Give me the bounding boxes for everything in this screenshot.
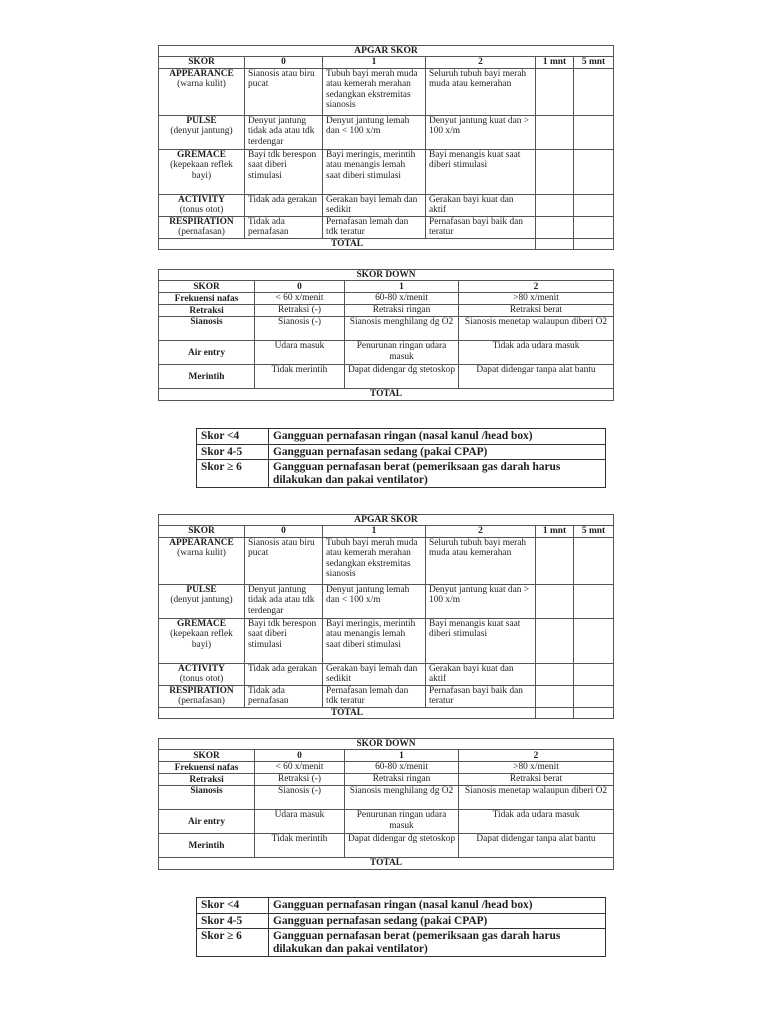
table-row bbox=[159, 341, 614, 365]
score-1mnt-cell bbox=[536, 663, 574, 685]
criterion-name: Retraksi bbox=[159, 305, 255, 317]
table-row bbox=[159, 115, 614, 149]
down-title: SKOR DOWN bbox=[159, 270, 614, 281]
criterion-sub: (warna kulit) bbox=[177, 548, 226, 559]
table-row bbox=[159, 810, 614, 834]
down-score-table-bottom bbox=[158, 738, 614, 870]
legend-description: Gangguan pernafasan sedang (pakai CPAP) bbox=[269, 444, 606, 460]
apgar-table-top bbox=[158, 45, 614, 250]
score-1mnt-cell bbox=[536, 584, 574, 618]
criterion-name: PULSE bbox=[186, 115, 217, 126]
criterion-name: RESPIRATION bbox=[169, 685, 234, 696]
criterion-sub: (denyut jantung) bbox=[170, 595, 233, 606]
score-0-cell: Denyut jantung tidak ada atau tdk terdengar bbox=[245, 584, 323, 618]
legend-description: Gangguan pernafasan ringan (nasal kanul /head box) bbox=[269, 898, 606, 914]
score-2-cell: Seluruh tubuh bayi merah muda atau kemerahan bbox=[426, 537, 536, 584]
score-2-cell: Denyut jantung kuat dan > 100 x/m bbox=[426, 584, 536, 618]
score-1mnt-cell bbox=[536, 216, 574, 238]
table-row bbox=[159, 584, 614, 618]
table-row bbox=[159, 317, 614, 341]
score-0-cell: Tidak merintih bbox=[255, 834, 345, 858]
table-row bbox=[159, 786, 614, 810]
apgar-title: APGAR SKOR bbox=[159, 515, 614, 526]
score-1-cell: Penurunan ringan udara masuk bbox=[345, 341, 459, 365]
score-0-cell: < 60 x/menit bbox=[255, 293, 345, 305]
criterion-name: APPEARANCE bbox=[169, 68, 234, 79]
score-2-cell: Bayi menangis kuat saat diberi stimulasi bbox=[426, 618, 536, 663]
score-2-cell: Tidak ada udara masuk bbox=[459, 810, 614, 834]
down-header-skor: SKOR bbox=[159, 750, 255, 762]
score-0-cell: Sianosis atau biru pucat bbox=[245, 68, 323, 115]
apgar-header-5mnt: 5 mnt bbox=[574, 57, 614, 68]
score-1-cell: Sianosis menghilang dg O2 bbox=[345, 786, 459, 810]
criterion-name: Frekuensi nafas bbox=[159, 762, 255, 774]
score-0-cell: < 60 x/menit bbox=[255, 762, 345, 774]
table-row bbox=[159, 685, 614, 707]
score-2-cell: Sianosis menetap walaupun diberi O2 bbox=[459, 786, 614, 810]
score-0-cell: Denyut jantung tidak ada atau tdk terdengar bbox=[245, 115, 323, 149]
score-0-cell: Udara masuk bbox=[255, 341, 345, 365]
score-1-cell: Tubuh bayi merah muda atau kemerah merahan sedangkan ekstremitas sianosis bbox=[323, 68, 426, 115]
legend-score: Skor 4-5 bbox=[197, 444, 269, 460]
criterion-sub: (tonus otot) bbox=[179, 205, 224, 216]
table-row bbox=[159, 834, 614, 858]
score-5mnt-cell bbox=[574, 115, 614, 149]
table-row bbox=[159, 216, 614, 238]
score-2-cell: Gerakan bayi kuat dan aktif bbox=[426, 194, 536, 216]
table-row bbox=[159, 149, 614, 194]
score-1-cell: Pernafasan lemah dan tdk teratur bbox=[323, 216, 426, 238]
score-2-cell: Denyut jantung kuat dan > 100 x/m bbox=[426, 115, 536, 149]
apgar-header-1: 1 bbox=[323, 526, 426, 537]
criterion-sub: (denyut jantung) bbox=[170, 126, 233, 137]
down-score-table-top bbox=[158, 269, 614, 401]
score-5mnt-cell bbox=[574, 68, 614, 115]
criterion-name: ACTIVITY bbox=[178, 663, 225, 674]
table-row bbox=[159, 774, 614, 786]
criterion-name: APPEARANCE bbox=[169, 537, 234, 548]
criterion-name: Merintih bbox=[159, 365, 255, 389]
score-2-cell: Gerakan bayi kuat dan aktif bbox=[426, 663, 536, 685]
score-1-cell: Sianosis menghilang dg O2 bbox=[345, 317, 459, 341]
score-1mnt-cell bbox=[536, 618, 574, 663]
score-1mnt-cell bbox=[536, 685, 574, 707]
score-0-cell: Tidak ada pernafasan bbox=[245, 216, 323, 238]
table-row bbox=[159, 293, 614, 305]
criterion-sub: (kepekaan reflek bayi) bbox=[170, 160, 233, 181]
score-1-cell: Dapat didengar dg stetoskop bbox=[345, 365, 459, 389]
criterion-name: Retraksi bbox=[159, 774, 255, 786]
score-5mnt-cell bbox=[574, 584, 614, 618]
criterion-sub: (warna kulit) bbox=[177, 79, 226, 90]
score-0-cell: Retraksi (-) bbox=[255, 305, 345, 317]
score-1mnt-cell bbox=[536, 68, 574, 115]
legend-row bbox=[197, 460, 606, 488]
criterion-name: Sianosis bbox=[159, 786, 255, 810]
legend-table-top bbox=[196, 428, 606, 488]
score-1mnt-cell bbox=[536, 194, 574, 216]
legend-description: Gangguan pernafasan berat (pemeriksaan gas darah harus dilakukan dan pakai ventilator) bbox=[269, 460, 606, 488]
legend-score: Skor ≥ 6 bbox=[197, 460, 269, 488]
down-total: TOTAL bbox=[159, 389, 614, 401]
score-1-cell: Dapat didengar dg stetoskop bbox=[345, 834, 459, 858]
score-1-cell: Denyut jantung lemah dan < 100 x/m bbox=[323, 115, 426, 149]
legend-row bbox=[197, 929, 606, 957]
apgar-header-2: 2 bbox=[426, 526, 536, 537]
score-1-cell: Gerakan bayi lemah dan sedikit bbox=[323, 194, 426, 216]
apgar-title: APGAR SKOR bbox=[159, 46, 614, 57]
score-2-cell: Retraksi berat bbox=[459, 305, 614, 317]
legend-row bbox=[197, 913, 606, 929]
table-row bbox=[159, 537, 614, 584]
score-1-cell: Pernafasan lemah dan tdk teratur bbox=[323, 685, 426, 707]
score-0-cell: Sianosis (-) bbox=[255, 786, 345, 810]
criterion-sub: (tonus otot) bbox=[179, 674, 224, 685]
table-row bbox=[159, 762, 614, 774]
score-1-cell: Penurunan ringan udara masuk bbox=[345, 810, 459, 834]
score-1-cell: Bayi meringis, merintih atau menangis lemah saat diberi stimulasi bbox=[323, 618, 426, 663]
legend-description: Gangguan pernafasan sedang (pakai CPAP) bbox=[269, 913, 606, 929]
score-5mnt-cell bbox=[574, 194, 614, 216]
down-header-2: 2 bbox=[459, 281, 614, 293]
legend-description: Gangguan pernafasan berat (pemeriksaan gas darah harus dilakukan dan pakai ventilator) bbox=[269, 929, 606, 957]
score-1mnt-cell bbox=[536, 149, 574, 194]
score-0-cell: Bayi tdk berespon saat diberi stimulasi bbox=[245, 149, 323, 194]
criterion-name: PULSE bbox=[186, 584, 217, 595]
score-2-cell: Pernafasan bayi baik dan teratur bbox=[426, 216, 536, 238]
score-0-cell: Tidak ada pernafasan bbox=[245, 685, 323, 707]
criterion-name: GREMACE bbox=[177, 149, 226, 160]
table-row bbox=[159, 68, 614, 115]
score-0-cell: Retraksi (-) bbox=[255, 774, 345, 786]
score-0-cell: Udara masuk bbox=[255, 810, 345, 834]
legend-score: Skor <4 bbox=[197, 429, 269, 445]
score-1-cell: Retraksi ringan bbox=[345, 774, 459, 786]
score-5mnt-cell bbox=[574, 685, 614, 707]
down-header-1: 1 bbox=[345, 281, 459, 293]
apgar-header-5mnt: 5 mnt bbox=[574, 526, 614, 537]
score-2-cell: Dapat didengar tanpa alat bantu bbox=[459, 365, 614, 389]
legend-table-bottom bbox=[196, 897, 606, 957]
apgar-header-skor: SKOR bbox=[159, 57, 245, 68]
apgar-header-2: 2 bbox=[426, 57, 536, 68]
apgar-header-1mnt: 1 mnt bbox=[536, 57, 574, 68]
legend-score: Skor 4-5 bbox=[197, 913, 269, 929]
apgar-header-skor: SKOR bbox=[159, 526, 245, 537]
score-2-cell: Sianosis menetap walaupun diberi O2 bbox=[459, 317, 614, 341]
apgar-table-bottom bbox=[158, 514, 614, 719]
criterion-name: Air entry bbox=[159, 341, 255, 365]
down-header-0: 0 bbox=[255, 281, 345, 293]
down-header-0: 0 bbox=[255, 750, 345, 762]
score-1mnt-cell bbox=[536, 537, 574, 584]
down-header-2: 2 bbox=[459, 750, 614, 762]
criterion-name: Sianosis bbox=[159, 317, 255, 341]
score-0-cell: Tidak ada gerakan bbox=[245, 663, 323, 685]
score-1-cell: Retraksi ringan bbox=[345, 305, 459, 317]
down-title: SKOR DOWN bbox=[159, 739, 614, 750]
score-0-cell: Bayi tdk berespon saat diberi stimulasi bbox=[245, 618, 323, 663]
score-1-cell: Gerakan bayi lemah dan sedikit bbox=[323, 663, 426, 685]
score-1-cell: Bayi meringis, merintih atau menangis lemah saat diberi stimulasi bbox=[323, 149, 426, 194]
score-2-cell: Dapat didengar tanpa alat bantu bbox=[459, 834, 614, 858]
score-2-cell: Tidak ada udara masuk bbox=[459, 341, 614, 365]
score-1-cell: 60-80 x/menit bbox=[345, 293, 459, 305]
criterion-name: Merintih bbox=[159, 834, 255, 858]
score-5mnt-cell bbox=[574, 537, 614, 584]
score-0-cell: Tidak merintih bbox=[255, 365, 345, 389]
apgar-total: TOTAL bbox=[159, 238, 536, 249]
down-total: TOTAL bbox=[159, 858, 614, 870]
score-2-cell: Seluruh tubuh bayi merah muda atau kemerahan bbox=[426, 68, 536, 115]
criterion-name: Frekuensi nafas bbox=[159, 293, 255, 305]
table-row bbox=[159, 194, 614, 216]
criterion-sub: (kepekaan reflek bayi) bbox=[170, 629, 233, 650]
down-header-1: 1 bbox=[345, 750, 459, 762]
score-0-cell: Sianosis (-) bbox=[255, 317, 345, 341]
table-row bbox=[159, 365, 614, 389]
legend-row bbox=[197, 429, 606, 445]
table-row bbox=[159, 305, 614, 317]
score-0-cell: Sianosis atau biru pucat bbox=[245, 537, 323, 584]
score-2-cell: Bayi menangis kuat saat diberi stimulasi bbox=[426, 149, 536, 194]
score-1-cell: Denyut jantung lemah dan < 100 x/m bbox=[323, 584, 426, 618]
score-2-cell: Pernafasan bayi baik dan teratur bbox=[426, 685, 536, 707]
score-5mnt-cell bbox=[574, 216, 614, 238]
legend-score: Skor ≥ 6 bbox=[197, 929, 269, 957]
criterion-name: RESPIRATION bbox=[169, 216, 234, 227]
apgar-header-1mnt: 1 mnt bbox=[536, 526, 574, 537]
score-2-cell: >80 x/menit bbox=[459, 293, 614, 305]
score-1-cell: Tubuh bayi merah muda atau kemerah merahan sedangkan ekstremitas sianosis bbox=[323, 537, 426, 584]
table-row bbox=[159, 663, 614, 685]
apgar-header-1: 1 bbox=[323, 57, 426, 68]
criterion-sub: (pernafasan) bbox=[178, 227, 225, 238]
apgar-total: TOTAL bbox=[159, 707, 536, 718]
score-5mnt-cell bbox=[574, 618, 614, 663]
legend-description: Gangguan pernafasan ringan (nasal kanul /head box) bbox=[269, 429, 606, 445]
criterion-sub: (pernafasan) bbox=[178, 696, 225, 707]
score-0-cell: Tidak ada gerakan bbox=[245, 194, 323, 216]
score-2-cell: Retraksi berat bbox=[459, 774, 614, 786]
score-1-cell: 60-80 x/menit bbox=[345, 762, 459, 774]
down-header-skor: SKOR bbox=[159, 281, 255, 293]
apgar-header-0: 0 bbox=[245, 57, 323, 68]
score-1mnt-cell bbox=[536, 115, 574, 149]
score-5mnt-cell bbox=[574, 149, 614, 194]
legend-row bbox=[197, 444, 606, 460]
criterion-name: GREMACE bbox=[177, 618, 226, 629]
criterion-name: Air entry bbox=[159, 810, 255, 834]
score-2-cell: >80 x/menit bbox=[459, 762, 614, 774]
score-5mnt-cell bbox=[574, 663, 614, 685]
criterion-name: ACTIVITY bbox=[178, 194, 225, 205]
apgar-header-0: 0 bbox=[245, 526, 323, 537]
legend-row bbox=[197, 898, 606, 914]
table-row bbox=[159, 618, 614, 663]
legend-score: Skor <4 bbox=[197, 898, 269, 914]
